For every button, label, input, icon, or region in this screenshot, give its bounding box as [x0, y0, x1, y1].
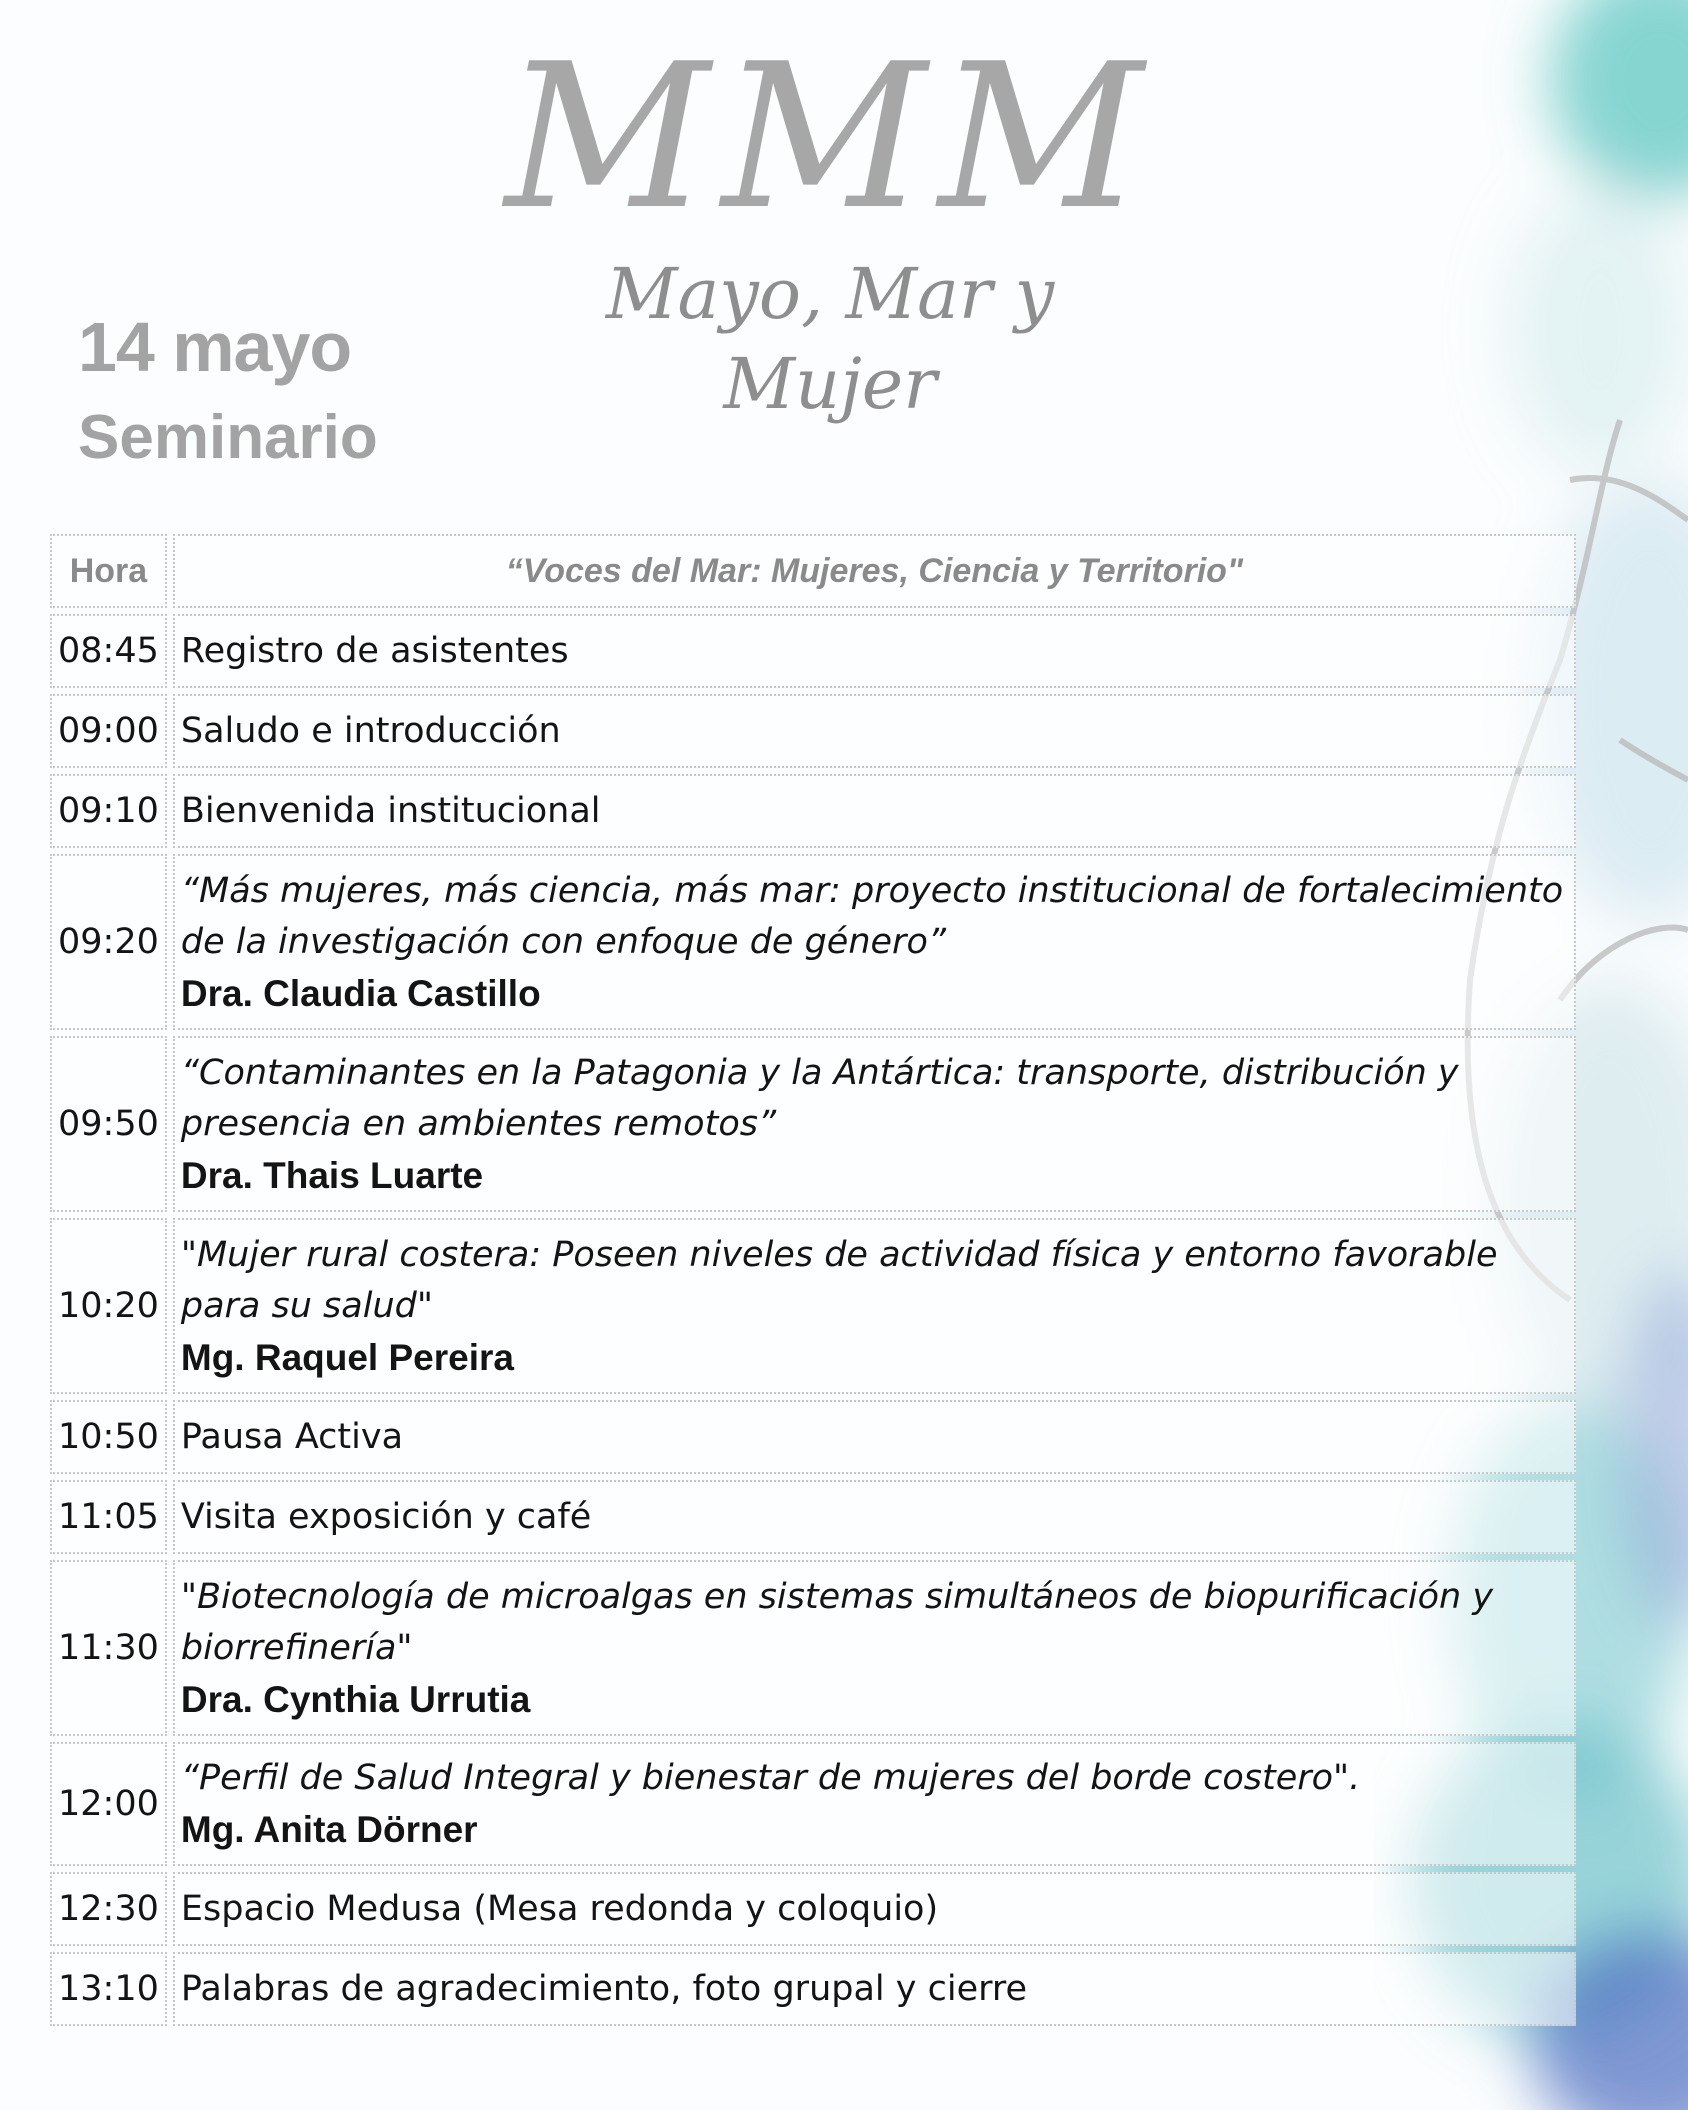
- row-time: 08:45: [50, 614, 167, 688]
- logo: [500, 21, 1160, 429]
- agenda-row: [50, 774, 1576, 848]
- row-time: 13:10: [50, 1952, 167, 2026]
- agenda-row: [50, 614, 1576, 688]
- row-activity: Registro de asistentes: [173, 614, 1576, 688]
- row-time: 12:30: [50, 1872, 167, 1946]
- row-activity: [173, 854, 1576, 1030]
- agenda-header-row: [50, 534, 1576, 608]
- speaker-name: Dra. Thais Luarte: [180, 1154, 484, 1196]
- row-time: 11:30: [50, 1560, 167, 1736]
- row-activity: Palabras de agradecimiento, foto grupal y cierre: [173, 1952, 1576, 2026]
- agenda-row: [50, 1480, 1576, 1554]
- row-activity: Bienvenida institucional: [173, 774, 1576, 848]
- agenda-row: [50, 1400, 1576, 1474]
- row-time: 12:00: [50, 1742, 167, 1866]
- col-header-title: “Voces del Mar: Mujeres, Ciencia y Territorio": [173, 534, 1576, 608]
- row-activity: [173, 1560, 1576, 1736]
- row-activity: Espacio Medusa (Mesa redonda y coloquio): [173, 1872, 1576, 1946]
- row-time: 09:20: [50, 854, 167, 1030]
- agenda-row: [50, 694, 1576, 768]
- agenda-row: [50, 854, 1576, 1030]
- event-date: 14 mayo: [78, 308, 352, 386]
- speaker-name: Dra. Claudia Castillo: [180, 972, 541, 1014]
- row-time: 11:05: [50, 1480, 167, 1554]
- speaker-name: Dra. Cynthia Urrutia: [180, 1678, 531, 1720]
- agenda-table: [44, 528, 1582, 2032]
- speaker-name: Mg. Raquel Pereira: [180, 1336, 514, 1378]
- logo-letters: MMM: [504, 21, 1156, 254]
- row-time: 09:50: [50, 1036, 167, 1212]
- row-activity: [173, 1742, 1576, 1866]
- row-activity: Saludo e introducción: [173, 694, 1576, 768]
- row-time: 10:20: [50, 1218, 167, 1394]
- speaker-name: Mg. Anita Dörner: [180, 1809, 478, 1850]
- talk-title: "Biotecnología de microalgas en sistemas simultáneos de biopurificación y biorrefinería": [180, 1576, 1494, 1668]
- col-header-time: Hora: [50, 534, 167, 608]
- agenda-row: [50, 1952, 1576, 2026]
- talk-title: “Contaminantes en la Patagonia y la Antártica: transporte, distribución y presencia en ambientes remotos”: [180, 1052, 1459, 1144]
- agenda-row: [50, 1036, 1576, 1212]
- row-activity: [173, 1036, 1576, 1212]
- row-activity: Pausa Activa: [173, 1400, 1576, 1474]
- logo-tagline: Mayo, Mar y Mujer: [605, 253, 1055, 425]
- row-time: 10:50: [50, 1400, 167, 1474]
- talk-title: “Más mujeres, más ciencia, más mar: proyecto institucional de fortalecimiento de la investigación con enfoque de género”: [180, 870, 1564, 962]
- row-time: 09:10: [50, 774, 167, 848]
- row-activity: Visita exposición y café: [173, 1480, 1576, 1554]
- talk-title: "Mujer rural costera: Poseen niveles de actividad física y entorno favorable para su salud": [180, 1234, 1498, 1326]
- agenda-row: [50, 1218, 1576, 1394]
- row-activity: [173, 1218, 1576, 1394]
- agenda-row: [50, 1560, 1576, 1736]
- event-type: Seminario: [78, 403, 378, 472]
- agenda-row: [50, 1742, 1576, 1866]
- event-info: [78, 300, 378, 480]
- row-time: 09:00: [50, 694, 167, 768]
- talk-title: “Perfil de Salud Integral y bienestar de mujeres del borde costero".: [180, 1758, 1361, 1798]
- agenda-row: [50, 1872, 1576, 1946]
